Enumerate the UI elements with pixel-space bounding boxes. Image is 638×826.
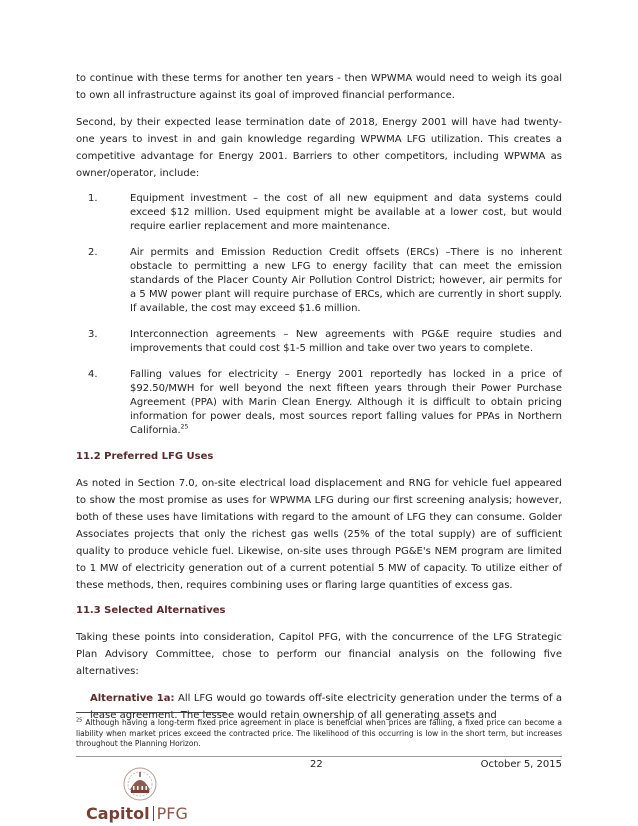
logo-wordmark	[86, 804, 188, 823]
barriers-paragraph: Second, by their expected lease termination date of 2018, Energy 2001 will have had twenty-one years to invest in and gain knowledge regarding WPWMA LFG utilization. This creates a competitive advantage for Energy 2001. Barriers to other competitors, including WPWMA as owner/operator, include:	[76, 117, 562, 179]
footer-divider	[76, 756, 562, 757]
page-body	[76, 70, 562, 724]
list-item	[76, 368, 562, 438]
list-number: 2.	[88, 247, 98, 258]
intro-paragraph: to continue with these terms for another ten years - then WPWMA would need to weigh its goal to own all infrastructure against its goal of improved financial performance.	[76, 73, 562, 101]
footnote-reference[interactable]: 25	[180, 423, 189, 431]
footnote	[76, 718, 562, 750]
logo-word-capitol: Capitol	[86, 804, 150, 823]
preferred-uses-paragraph: As noted in Section 7.0, on-site electrical load displacement and RNG for vehicle fuel appeared to show the most promise as uses for WPWMA LFG during our first screening analysis; however, both of these uses have limitations with regard to the amount of LFG they can consume. Golder Associates projects that only the richest gas wells (25% of the total supply) are of sufficient quality to produce vehicle fuel. Likewise, on-site uses through PG&E's NEM program are limited to 1 MW of electricity generation out of a current potential 5 MW of capacity. To utilize either of these methods, then, requires combining uses or flaring large quantities of excess gas.	[76, 478, 562, 591]
list-number: 4.	[88, 369, 98, 380]
capitol-pfg-logo	[86, 766, 196, 826]
list-text-wrap	[130, 368, 562, 438]
list-text: Air permits and Emission Reduction Credit offsets (ERCs) –There is no inherent obstacle to permitting a new LFG to energy facility that can meet the emission standards of the Placer County Air Pollution Control District; however, air permits for a 5 MW power plant will require purchase of ERCs, which are currently in short supply. If available, the cost may exceed $1.6 million.	[130, 247, 562, 314]
list-item	[76, 328, 562, 356]
alternative-label: Alternative 1a:	[90, 693, 175, 704]
logo-word-pfg: PFG	[156, 804, 188, 823]
section-heading-preferred-uses: 11.2 Preferred LFG Uses	[76, 451, 214, 462]
list-number: 3.	[88, 329, 98, 340]
list-number: 1.	[88, 193, 98, 204]
list-text: Equipment investment – the cost of all new equipment and data systems could exceed $12 million. Used equipment might be available at a lower cost, but would require earlier replacement and more maintenance.	[130, 193, 562, 232]
list-item	[76, 192, 562, 234]
logo-separator	[153, 806, 154, 821]
page-number: 22	[310, 759, 323, 770]
dome-emblem-icon	[120, 766, 160, 804]
barriers-list	[76, 192, 562, 438]
selected-alternatives-paragraph: Taking these points into consideration, Capitol PFG, with the concurrence of the LFG Strategic Plan Advisory Committee, chose to perform our financial analysis on the following five alternatives:	[76, 632, 562, 677]
list-text: Falling values for electricity – Energy 2001 reportedly has locked in a price of $92.50/MWH for well beyond the next fifteen years through their Power Purchase Agreement (PPA) with Marin Clean Energy. Although it is difficult to obtain pricing information for power deals, most sources report falling values for PPAs in Northern California.	[130, 369, 562, 436]
list-text: Interconnection agreements – New agreements with PG&E require studies and improvements that could cost $1-5 million and take over two years to complete.	[130, 329, 562, 354]
footer-date: October 5, 2015	[480, 759, 562, 770]
footnote-text: Although having a long-term fixed price agreement in place is beneficial when prices are falling, a fixed price can become a liability when market prices exceed the contracted price. The likelihood of this occurring is low in the short term, but increases throughout the Planning Horizon.	[76, 718, 562, 748]
list-item	[76, 246, 562, 316]
footnote-number: 25	[76, 717, 83, 724]
section-heading-selected-alternatives: 11.3 Selected Alternatives	[76, 605, 226, 616]
footnote-divider	[76, 712, 226, 713]
alternative-text: All LFG would go towards off-site electricity generation under the terms of a lease agreement. The lessee would retain ownership of all generating assets and	[90, 693, 562, 721]
